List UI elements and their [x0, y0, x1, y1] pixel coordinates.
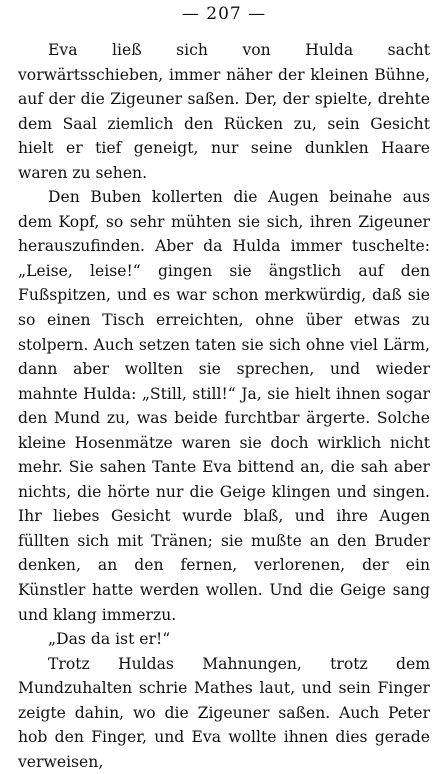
- body-text: [18, 38, 430, 774]
- paragraph-2: Den Buben kollerten die Augen beinahe aus dem Kopf, so sehr mühten sie sich, ihren Zigeuner herauszufinden. Aber da Hulda immer tuschelte: „Leise, leise!“ gingen sie ängstlich auf den Fußspitzen, und es war schon merkwürdig, daß sie so einen Tisch erreichten, ohne über etwas zu stolpern. Auch setzen taten sie sich ohne viel Lärm, dann aber wollten sie sprechen, und wieder mahnte Hulda: „Still, still!“ Ja, sie hielt ihnen sogar den Mund zu, was beide furchtbar ärgerte. Solche kleine Hosenmätze waren sie doch wirklich nicht mehr. Sie sahen Tante Eva bittend an, die sah aber nichts, die hörte nur die Geige klingen und singen. Ihr liebes Gesicht wurde blaß, und ihre Augen füllten sich mit Tränen; sie mußte an den Bruder denken, an den fernen, verlorenen, der ein Künstler hatte werden wollen. Und die Geige sang und klang immerzu.: [18, 188, 430, 624]
- paragraph-3: „Das da ist er!“: [48, 630, 171, 649]
- page-number: — 207 —: [181, 4, 267, 24]
- paragraph-1: Eva ließ sich von Hulda sacht vorwärtsschieben, immer näher der kleinen Bühne, auf der die Zigeuner saßen. Der, der spielte, drehte dem Saal ziemlich den Rücken zu, sein Gesicht hielt er tief geneigt, nur seine dunklen Haare waren zu sehen.: [18, 41, 430, 182]
- paragraph-4: Trotz Huldas Mahnungen, trotz dem Mundzuhalten schrie Mathes laut, und sein Finger zeigte dahin, wo die Zigeuner saßen. Auch Peter hob den Finger, und Eva wollte ihnen dies gerade verweisen,: [18, 654, 430, 771]
